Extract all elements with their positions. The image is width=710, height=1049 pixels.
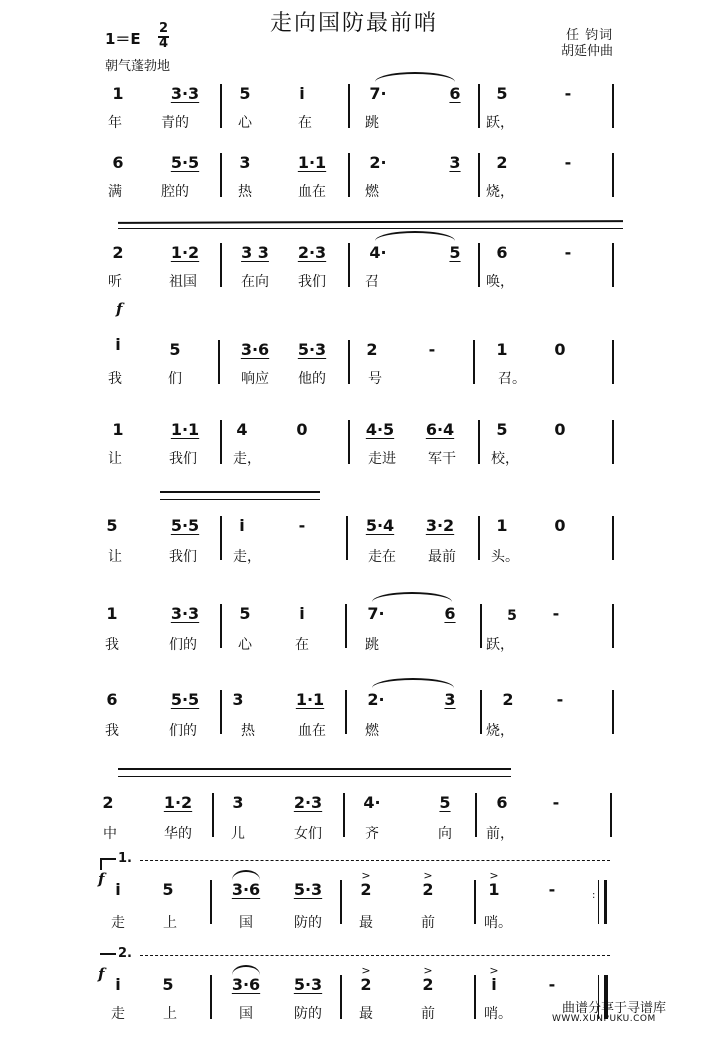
lyricist-credit: 任 钧词 bbox=[566, 28, 614, 43]
note: 0 bbox=[296, 420, 308, 439]
score-row-9 bbox=[0, 793, 710, 867]
time-signature-bottom: 4 bbox=[159, 36, 169, 51]
note: 1·2 bbox=[170, 243, 200, 262]
note: 4·5 bbox=[365, 420, 395, 439]
lyric: 唤， bbox=[486, 274, 514, 290]
lyric: 防的 bbox=[294, 915, 322, 931]
note: - bbox=[428, 340, 436, 359]
slur bbox=[232, 870, 260, 880]
note: 3 bbox=[239, 153, 251, 172]
barline bbox=[348, 84, 350, 128]
score-row-10 bbox=[0, 869, 710, 954]
barline bbox=[612, 604, 614, 648]
barline bbox=[475, 793, 477, 837]
note: 1·1 bbox=[295, 690, 325, 709]
score-row-5 bbox=[0, 420, 710, 494]
barline bbox=[218, 340, 220, 384]
lyric: 向 bbox=[438, 826, 452, 842]
volta-first-ending: 1. bbox=[118, 851, 132, 866]
repeat-dots: : bbox=[592, 890, 596, 901]
note: 1·1 bbox=[297, 153, 327, 172]
note: 6 bbox=[496, 793, 508, 812]
repeat-barline bbox=[604, 880, 607, 924]
accent-mark: > bbox=[489, 869, 499, 882]
barline bbox=[478, 516, 480, 560]
note: 5 bbox=[239, 604, 251, 623]
lyric: 前， bbox=[486, 826, 514, 842]
lyric: 跳 bbox=[365, 637, 379, 653]
lyric: 军干 bbox=[428, 451, 456, 467]
score-row-6 bbox=[0, 516, 710, 590]
volta-bracket bbox=[100, 858, 116, 860]
slur bbox=[372, 678, 454, 688]
note: 2·3 bbox=[297, 243, 327, 262]
note: 1·2 bbox=[163, 793, 193, 812]
barline bbox=[340, 975, 342, 1019]
lyric: 走进 bbox=[368, 451, 396, 467]
barline bbox=[212, 793, 214, 837]
time-signature-top: 2 bbox=[159, 21, 169, 36]
note: i bbox=[299, 604, 305, 623]
note: 5 bbox=[496, 420, 508, 439]
note: 1 bbox=[496, 340, 508, 359]
barline bbox=[478, 243, 480, 287]
lyric: 走， bbox=[233, 549, 261, 565]
lyric: 号 bbox=[368, 371, 382, 387]
note: 3·2 bbox=[425, 516, 455, 535]
accent-mark: > bbox=[423, 869, 433, 882]
lyric: 们 bbox=[168, 371, 182, 387]
volta-line bbox=[140, 955, 610, 956]
lyric: 跃， bbox=[486, 115, 514, 131]
barline bbox=[348, 243, 350, 287]
lyric: 年 bbox=[108, 115, 122, 131]
lyric: 血在 bbox=[298, 723, 326, 739]
score-row-1 bbox=[0, 84, 710, 158]
barline bbox=[220, 84, 222, 128]
accent-mark: > bbox=[423, 964, 433, 977]
note: - bbox=[298, 516, 306, 535]
lyric: 烧， bbox=[486, 723, 514, 739]
barline bbox=[343, 793, 345, 837]
note: 2 bbox=[496, 153, 508, 172]
lyric: 华的 bbox=[164, 826, 192, 842]
note: - bbox=[548, 975, 556, 994]
score-row-8 bbox=[0, 690, 710, 764]
barline bbox=[610, 793, 612, 837]
note: 2 bbox=[502, 690, 514, 709]
barline bbox=[480, 690, 482, 734]
note: 5·5 bbox=[170, 516, 200, 535]
song-title: 走向国防最前哨 bbox=[270, 11, 439, 36]
note: 5·3 bbox=[297, 340, 327, 359]
note: 6 bbox=[444, 604, 456, 623]
lyric: 最前 bbox=[428, 549, 456, 565]
key-signature: 1＝E bbox=[105, 30, 141, 48]
note: 6 bbox=[112, 153, 124, 172]
lyric: 我 bbox=[105, 637, 119, 653]
note: 6 bbox=[449, 84, 461, 103]
barline bbox=[220, 516, 222, 560]
lyric: 热 bbox=[238, 184, 252, 200]
barline bbox=[478, 153, 480, 197]
lyric: 头。 bbox=[491, 549, 519, 565]
note: 3·6 bbox=[231, 975, 261, 994]
barline bbox=[340, 880, 342, 924]
accent-mark: > bbox=[361, 869, 371, 882]
score-row-3 bbox=[0, 243, 710, 317]
note: 0 bbox=[554, 420, 566, 439]
barline bbox=[210, 880, 212, 924]
barline bbox=[348, 420, 350, 464]
repeat-barline bbox=[598, 880, 599, 924]
barline bbox=[220, 604, 222, 648]
barline bbox=[612, 420, 614, 464]
note: 5·5 bbox=[170, 690, 200, 709]
lyric: 让 bbox=[108, 451, 122, 467]
note: 1 bbox=[488, 880, 500, 899]
note: - bbox=[548, 880, 556, 899]
lyric: 走 bbox=[111, 1006, 125, 1022]
lyric: 热 bbox=[241, 723, 255, 739]
lyric: 校， bbox=[491, 451, 519, 467]
barline bbox=[348, 153, 350, 197]
lyric: 前 bbox=[421, 1006, 435, 1022]
lyric: 走 bbox=[111, 915, 125, 931]
barline bbox=[345, 604, 347, 648]
slur bbox=[375, 72, 455, 82]
lyric: 听 bbox=[108, 274, 122, 290]
lyric: 让 bbox=[108, 549, 122, 565]
note: - bbox=[552, 604, 560, 623]
barline bbox=[612, 516, 614, 560]
lyric: 跃， bbox=[486, 637, 514, 653]
lyric: 祖国 bbox=[169, 274, 197, 290]
barline bbox=[474, 975, 476, 1019]
note: 3 bbox=[449, 153, 461, 172]
note: 3 bbox=[232, 793, 244, 812]
note: 3·3 bbox=[170, 84, 200, 103]
lyric: 烧， bbox=[486, 184, 514, 200]
barline bbox=[220, 153, 222, 197]
crescendo-line bbox=[118, 776, 511, 777]
lyric: 召 bbox=[365, 274, 379, 290]
lyric: 哨。 bbox=[484, 1006, 512, 1022]
note: 5 bbox=[169, 340, 181, 359]
barline bbox=[348, 340, 350, 384]
note: 2 bbox=[422, 880, 434, 899]
note: 1·1 bbox=[170, 420, 200, 439]
note: i bbox=[115, 880, 121, 899]
note: 1 bbox=[106, 604, 118, 623]
note: 5 bbox=[449, 243, 461, 262]
lyric: 我们 bbox=[169, 549, 197, 565]
barline bbox=[345, 690, 347, 734]
note: 6·4 bbox=[425, 420, 455, 439]
barline bbox=[346, 516, 348, 560]
note: i bbox=[239, 516, 245, 535]
lyric: 我 bbox=[108, 371, 122, 387]
lyric: 青的 bbox=[161, 115, 189, 131]
note: 2·3 bbox=[293, 793, 323, 812]
barline bbox=[210, 975, 212, 1019]
barline bbox=[220, 243, 222, 287]
lyric: 哨。 bbox=[484, 915, 512, 931]
lyric: 们的 bbox=[169, 637, 197, 653]
slur bbox=[232, 965, 260, 975]
lyric: 女们 bbox=[294, 826, 322, 842]
lyric: 召。 bbox=[498, 371, 526, 387]
note: 5 bbox=[496, 84, 508, 103]
volta-second-ending: 2. bbox=[118, 946, 132, 961]
note: 2 bbox=[366, 340, 378, 359]
lyric: 在 bbox=[295, 637, 309, 653]
note: - bbox=[564, 153, 572, 172]
note: 5 bbox=[106, 516, 118, 535]
note: 7· bbox=[369, 84, 387, 103]
barline bbox=[612, 243, 614, 287]
lyric: 儿 bbox=[231, 826, 245, 842]
barline bbox=[612, 84, 614, 128]
note: 3·6 bbox=[240, 340, 270, 359]
dynamic-forte: f bbox=[98, 965, 105, 983]
lyric: 燃 bbox=[365, 723, 379, 739]
lyric: 上 bbox=[163, 1006, 177, 1022]
dynamic-forte: f bbox=[116, 300, 123, 318]
volta-bracket bbox=[100, 953, 116, 955]
lyric: 国 bbox=[239, 1006, 253, 1022]
lyric: 国 bbox=[239, 915, 253, 931]
barline bbox=[474, 880, 476, 924]
note: - bbox=[552, 793, 560, 812]
lyric: 中 bbox=[103, 826, 117, 842]
note: 7· bbox=[367, 604, 385, 623]
watermark-site: 曲谱分享于寻谱库 bbox=[562, 1001, 667, 1016]
lyric: 齐 bbox=[365, 826, 379, 842]
composer-credit: 胡延仲曲 bbox=[561, 44, 614, 59]
barline bbox=[220, 690, 222, 734]
lyric: 防的 bbox=[294, 1006, 322, 1022]
note: 0 bbox=[554, 340, 566, 359]
crescendo-line bbox=[118, 228, 623, 229]
barline bbox=[478, 420, 480, 464]
lyric: 最 bbox=[359, 915, 373, 931]
crescendo-line bbox=[160, 491, 320, 493]
lyric: 走在 bbox=[368, 549, 396, 565]
note: 3 3 bbox=[241, 243, 269, 262]
lyric: 在向 bbox=[241, 274, 269, 290]
note: 1 bbox=[112, 84, 124, 103]
accent-mark: > bbox=[361, 964, 371, 977]
note: 5·3 bbox=[293, 880, 323, 899]
barline bbox=[612, 690, 614, 734]
accent-mark: > bbox=[489, 964, 499, 977]
lyric: 们的 bbox=[169, 723, 197, 739]
dynamic-forte: f bbox=[98, 870, 105, 888]
note: 2 bbox=[422, 975, 434, 994]
lyric: 在 bbox=[298, 115, 312, 131]
score-row-4 bbox=[0, 335, 710, 414]
lyric: 上 bbox=[163, 915, 177, 931]
barline bbox=[473, 340, 475, 384]
note: 5·5 bbox=[170, 153, 200, 172]
lyric: 跳 bbox=[365, 115, 379, 131]
lyric: 最 bbox=[359, 1006, 373, 1022]
note: i bbox=[299, 84, 305, 103]
crescendo-line bbox=[160, 499, 320, 500]
slur bbox=[375, 231, 455, 241]
note: 6 bbox=[496, 243, 508, 262]
note: 2 bbox=[112, 243, 124, 262]
lyric: 前 bbox=[421, 915, 435, 931]
lyric: 走， bbox=[233, 451, 261, 467]
note: 0 bbox=[554, 516, 566, 535]
slur bbox=[372, 592, 452, 602]
note: 3 bbox=[232, 690, 244, 709]
note: 3·3 bbox=[170, 604, 200, 623]
note: 5 bbox=[162, 880, 174, 899]
note: 2 bbox=[360, 975, 372, 994]
note: 3 bbox=[444, 690, 456, 709]
note: 2· bbox=[369, 153, 387, 172]
note: 1 bbox=[112, 420, 124, 439]
lyric: 响应 bbox=[241, 371, 269, 387]
note: 2 bbox=[102, 793, 114, 812]
lyric: 血在 bbox=[298, 184, 326, 200]
note: 4 bbox=[236, 420, 248, 439]
note: 2· bbox=[367, 690, 385, 709]
score-row-7 bbox=[0, 604, 710, 678]
note: - bbox=[564, 243, 572, 262]
barline bbox=[478, 84, 480, 128]
note: - bbox=[556, 690, 564, 709]
note: i bbox=[491, 975, 497, 994]
lyric: 我们 bbox=[298, 274, 326, 290]
note: 4· bbox=[363, 793, 381, 812]
score-row-2 bbox=[0, 153, 710, 227]
lyric: 心 bbox=[238, 637, 252, 653]
lyric: 心 bbox=[238, 115, 252, 131]
note: 2 bbox=[360, 880, 372, 899]
note: i bbox=[115, 975, 121, 994]
note: 5 bbox=[507, 608, 517, 624]
note: 5 bbox=[162, 975, 174, 994]
barline bbox=[612, 153, 614, 197]
note: 6 bbox=[106, 690, 118, 709]
lyric: 他的 bbox=[298, 371, 326, 387]
barline bbox=[612, 340, 614, 384]
lyric: 我们 bbox=[169, 451, 197, 467]
watermark-url: WWW.XUNPUKU.COM bbox=[552, 1014, 656, 1024]
note: 5 bbox=[239, 84, 251, 103]
expression-marking: 朝气蓬勃地 bbox=[105, 59, 171, 74]
barline bbox=[220, 420, 222, 464]
lyric: 燃 bbox=[365, 184, 379, 200]
lyric: 腔的 bbox=[161, 184, 189, 200]
lyric: 我 bbox=[105, 723, 119, 739]
note: 1 bbox=[496, 516, 508, 535]
note: 4· bbox=[369, 243, 387, 262]
note: 5 bbox=[439, 793, 451, 812]
note: 3·6 bbox=[231, 880, 261, 899]
note: i bbox=[115, 335, 121, 354]
note: 5·3 bbox=[293, 975, 323, 994]
note: 5·4 bbox=[365, 516, 395, 535]
volta-line bbox=[140, 860, 610, 861]
note: - bbox=[564, 84, 572, 103]
lyric: 满 bbox=[108, 184, 122, 200]
barline bbox=[480, 604, 482, 648]
crescendo-line bbox=[118, 768, 511, 770]
